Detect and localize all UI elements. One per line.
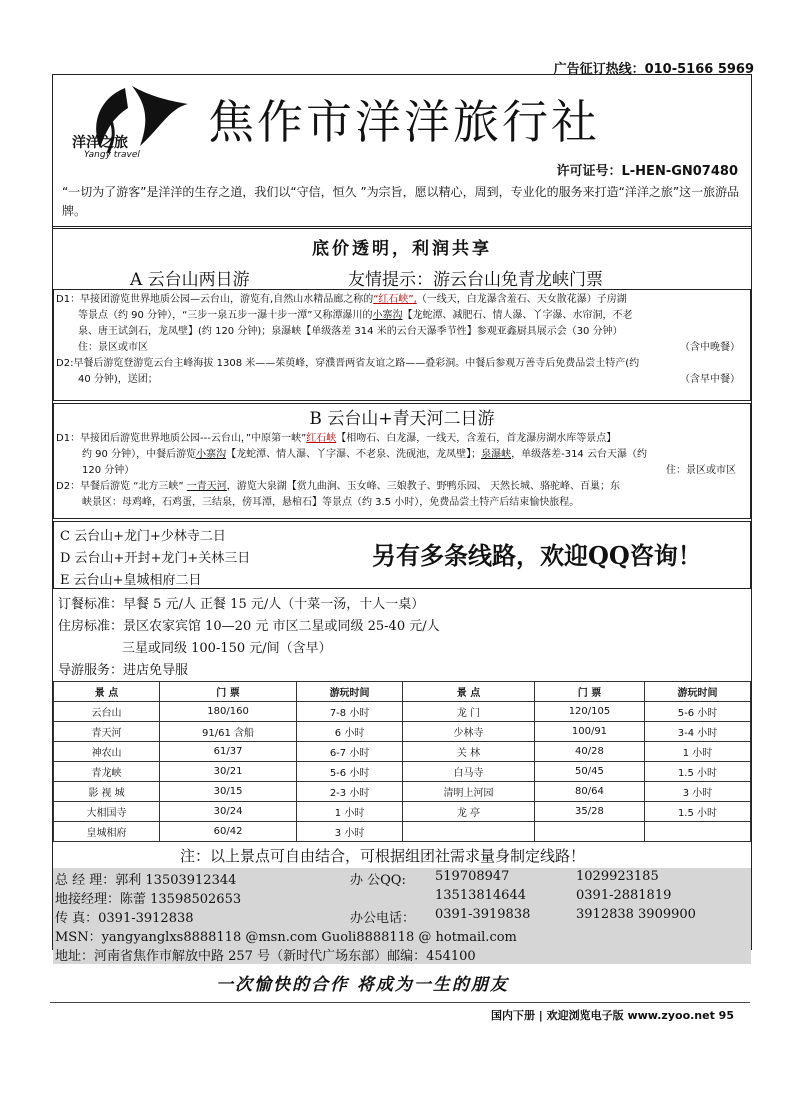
office-phone-label: 办公电话： (350, 911, 416, 926)
route-a-itinerary: D1：早接团游览世界地质公园—云台山，游览有,自然山水精品廊之称的“红石峡”,（一线天，白龙瀑含羞石、天女散花瀑）子房湖 等景点（约 90 分钟），“三步一泉五步一瀑十步一潭”又称潭瀑川的小寨沟【龙蛇潭、减肥石、情人瀑、丫字瀑、水帘洞，不老 泉、唐王试剑石，龙凤壁】(约 120 分钟)；泉瀑峡【单级落差 314 米的云台天瀑季节性】参观亚鑫厨具展示会（30 分钟） 住：景区或市区 （含中晚餐） D2:早餐后游览登游览云台主峰海拔 1308 米——茱萸峰，穿濮晋两省友谊之路——叠彩洞。中餐后参观万善寺后免费品尝土特产(约 40 分钟)，送团； （含早中餐） (56, 294, 740, 385)
footer: 国内下册 | 欢迎浏览电子版 www.zyoo.net 95 (490, 1009, 734, 1022)
table-cell: 白马寺 (403, 762, 535, 782)
address: 地址：河南省焦作市解放中路 257 号（新时代广场东部）邮编：454100 (55, 949, 476, 964)
table-cell: 40/28 (534, 742, 644, 762)
phone-number-2: 0391-2881819 (576, 888, 672, 903)
table-cell: 影 视 城 (54, 782, 160, 802)
room-standard-2: 三星或同级 100-150 元/间（含早） (122, 641, 332, 656)
table-cell: 5-6 小时 (644, 702, 750, 722)
column-header: 游玩时间 (644, 682, 750, 702)
table-row (54, 762, 751, 782)
meal-standard: 订餐标准：早餐 5 元/人 正餐 15 元/人（十菜一汤，十人一桌） (58, 597, 425, 612)
table-row (54, 822, 751, 842)
table-cell: 1 小时 (644, 742, 750, 762)
table-cell: 1.5 小时 (644, 762, 750, 782)
route-e: E 云台山+皇城相府二日 (60, 573, 202, 588)
table-cell: 180/160 (160, 702, 297, 722)
ticket-table (53, 681, 751, 842)
license-number: 许可证号：L-HEN-GN07480 (556, 164, 738, 179)
general-manager: 总 经 理：郭利 13503912344 (55, 873, 237, 888)
combination-note: 注：以上景点可自由结合，可根据组团社需求量身制定线路！ (180, 847, 586, 865)
table-cell: 2-3 小时 (297, 782, 403, 802)
qq-consult-text: 另有多条线路，欢迎QQ咨询！ (372, 541, 702, 570)
table-cell: 青龙峡 (54, 762, 160, 782)
table-cell: 关 林 (403, 742, 535, 762)
table-cell: 1.5 小时 (644, 802, 750, 822)
table-cell (534, 822, 644, 842)
msn-contact: MSN：yangyanglxs8888118 @msn.com Guoli8888118 @ hotmail.com (55, 930, 517, 945)
table-cell: 云台山 (54, 702, 160, 722)
table-cell: 3-4 小时 (644, 722, 750, 742)
slogan: 底价透明，利润共享 (312, 239, 492, 259)
office-phone: 0391-3919838 (435, 907, 531, 922)
room-standard: 住房标准：景区农家宾馆 10—20 元 市区二星或同级 25-40 元/人 (58, 619, 440, 634)
table-cell: 120/105 (534, 702, 644, 722)
intro-text: “一切为了游客”是洋洋的生存之道，我们以“守信，恒久 ”为宗旨，愿以精心，周到，专业化的服务来打造“洋洋之旅”这一旅游品牌。 (62, 185, 740, 218)
column-header: 景 点 (403, 682, 535, 702)
table-cell: 6-7 小时 (297, 742, 403, 762)
table-cell: 龙 亭 (403, 802, 535, 822)
route-c: C 云台山+龙门+少林寺二日 (60, 529, 226, 544)
route-b-title: B 云台山+青天河二日游 (309, 409, 495, 429)
table-cell: 61/37 (160, 742, 297, 762)
logo-text-cn: 洋洋之旅 (72, 135, 128, 151)
column-header: 景 点 (54, 682, 160, 702)
table-cell: 清明上河园 (403, 782, 535, 802)
table-row (54, 722, 751, 742)
table-cell: 1 小时 (297, 802, 403, 822)
table-row (54, 742, 751, 762)
ad-hotline: 广告征订热线：010-5166 5969 (553, 62, 754, 77)
fax: 传 真：0391-3912838 (55, 911, 194, 926)
table-cell: 60/42 (160, 822, 297, 842)
route-a-tip: 友情提示：游云台山免青龙峡门票 (348, 270, 603, 290)
qq-number-1: 519708947 (435, 869, 510, 884)
table-cell: 大相国寺 (54, 802, 160, 822)
table-body (54, 702, 751, 842)
route-a-box (53, 289, 751, 401)
reception-manager: 地接经理：陈蕾 13598502653 (55, 892, 242, 907)
route-a-title: A 云台山两日游 (130, 270, 250, 290)
table-cell: 少林寺 (403, 722, 535, 742)
divider (52, 226, 752, 229)
table-header (54, 682, 751, 702)
table-cell: 7-8 小时 (297, 702, 403, 722)
table-cell: 龙 门 (403, 702, 535, 722)
table-cell: 3 小时 (644, 782, 750, 802)
table-row (54, 782, 751, 802)
mobile-number: 13513814644 (435, 888, 526, 903)
table-cell: 青天河 (54, 722, 160, 742)
table-cell: 100/91 (534, 722, 644, 742)
table-cell (403, 822, 535, 842)
table-cell: 30/21 (160, 762, 297, 782)
qq-label: 办 公QQ: (350, 873, 406, 888)
qq-number-2: 1029923185 (576, 869, 659, 884)
route-d: D 云台山+开封+龙门+关林三日 (60, 551, 251, 566)
column-header: 门 票 (160, 682, 297, 702)
motto: 一次愉快的合作 将成为一生的朋友 (216, 975, 509, 995)
table-cell: 神农山 (54, 742, 160, 762)
column-header: 门 票 (534, 682, 644, 702)
agency-title: 焦作市洋洋旅行社 (208, 95, 600, 149)
column-header: 游玩时间 (297, 682, 403, 702)
table-row (54, 702, 751, 722)
office-phone-3: 3912838 3909900 (576, 907, 696, 922)
logo-text-en: Yangy travel (84, 150, 140, 160)
guide-service: 导游服务：进店免导服 (58, 663, 189, 678)
table-cell: 30/24 (160, 802, 297, 822)
table-cell: 6 小时 (297, 722, 403, 742)
table-cell: 3 小时 (297, 822, 403, 842)
table-cell: 30/15 (160, 782, 297, 802)
contact-panel (53, 868, 751, 964)
table-cell: 35/28 (534, 802, 644, 822)
table-cell: 80/64 (534, 782, 644, 802)
table-cell: 5-6 小时 (297, 762, 403, 782)
table-cell (644, 822, 750, 842)
table-cell: 50/45 (534, 762, 644, 782)
footer-divider (50, 1002, 750, 1003)
table-row (54, 802, 751, 822)
table-cell: 皇城相府 (54, 822, 160, 842)
table-cell: 91/61 含船 (160, 722, 297, 742)
route-b-itinerary: D1：早接团后游览世界地质公园---云台山，”中原第一峡”红石峡【相吻石、白龙瀑，一线天，含羞石，首龙瀑房湖水库等景点】 约 90 分钟），中餐后游览小寨沟【龙蛇潭、情人瀑、丫字瀑、不老泉、洗砚池，龙凤壁】；泉瀑峡，单级落差-314 云台天瀑（约 120 分钟） 住：景区或市区 D2：早餐后游览 “北方三峡” 一青天河，游览大泉湖【赏九曲涧、玉女峰、三娘教子、野鸭乐园、 天然长城、骆驼峰、百巢；东 峡景区：母鸡峰，石鸡蛋，三结泉，傍耳潭，悬棺石】等景点（约 3.5 小时），免费品尝土特产后结束愉快旅程。 (56, 433, 736, 508)
